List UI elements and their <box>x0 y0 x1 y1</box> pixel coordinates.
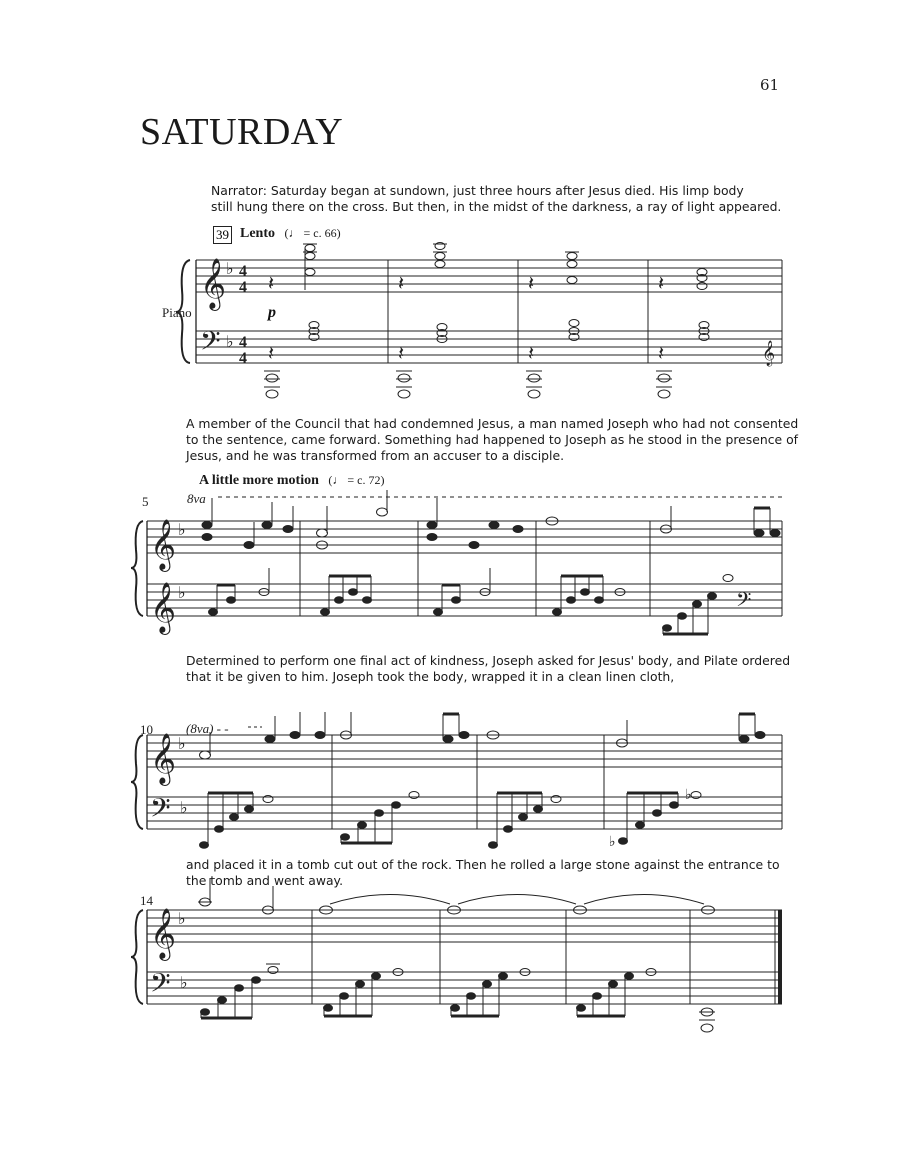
svg-text:♭: ♭ <box>178 734 186 753</box>
treble-clef-icon: 𝄞 <box>150 582 177 633</box>
svg-text:♭: ♭ <box>178 520 186 539</box>
grand-staff-brace <box>131 910 143 1004</box>
svg-text:4: 4 <box>239 263 247 280</box>
svg-text:♭: ♭ <box>609 834 616 850</box>
svg-text:4: 4 <box>239 279 247 296</box>
svg-text:𝄽: 𝄽 <box>658 271 665 295</box>
svg-text:𝄞: 𝄞 <box>762 341 776 366</box>
svg-text:♭: ♭ <box>180 973 188 992</box>
narration-line: Narrator: Saturday began at sundown, just three hours after Jesus died. His limp body <box>211 183 744 198</box>
svg-text:4: 4 <box>239 350 247 367</box>
svg-text:♭: ♭ <box>178 909 186 928</box>
quarter-note-icon: ♩ <box>332 473 345 487</box>
system-2 <box>131 490 782 635</box>
narration-line: and placed it in a tomb cut out of the rock. Then he rolled a large stone against the entrance to <box>186 857 780 872</box>
svg-text:♭: ♭ <box>226 259 234 278</box>
barlines <box>388 260 782 363</box>
bass-notes <box>201 973 634 1018</box>
tempo-text: Lento <box>240 226 275 241</box>
measure-number: 5 <box>142 494 149 509</box>
narration-line: the tomb and went away. <box>186 873 344 888</box>
bass-clef-icon: 𝄢 <box>200 325 221 363</box>
measure-number: 10 <box>140 722 153 737</box>
system-4 <box>131 878 782 1032</box>
narration-line: still hung there on the cross. But then, in the midst of the darkness, a ray of light appeared. <box>211 199 782 214</box>
quarter-note-icon: ♩ <box>288 226 301 240</box>
treble-clef-icon: 𝄞 <box>200 258 227 309</box>
grand-staff-brace <box>131 735 143 829</box>
grand-staff-brace <box>131 521 143 616</box>
svg-text:𝄽: 𝄽 <box>398 341 405 365</box>
narration-line: Determined to perform one final act of kindness, Joseph asked for Jesus' body, and Pilate ordered <box>186 653 791 668</box>
svg-text:♭: ♭ <box>178 583 186 602</box>
svg-text:𝄽: 𝄽 <box>658 341 665 365</box>
low-octave-notes <box>264 371 672 398</box>
svg-text:4: 4 <box>239 334 247 351</box>
measure-number: 14 <box>140 893 153 908</box>
tempo-text: A little more motion <box>199 473 319 488</box>
barlines <box>300 521 782 616</box>
staff-lines <box>196 260 782 363</box>
page-title: SATURDAY <box>140 111 344 153</box>
svg-text:𝄽: 𝄽 <box>528 341 535 365</box>
system-1 <box>176 243 782 399</box>
svg-text:♭: ♭ <box>685 787 692 803</box>
tie <box>330 895 450 905</box>
barlines <box>312 910 780 1004</box>
ottava-marking-continued: (8va) - - <box>186 721 229 736</box>
ottava-marking: 8va <box>187 491 206 506</box>
grand-staff-brace <box>176 260 190 363</box>
metronome-mark: (♩ = c. 72) <box>322 473 385 487</box>
tie <box>458 895 576 905</box>
staff-lines <box>147 521 782 616</box>
system-3 <box>131 712 782 850</box>
rehearsal-mark: 39 <box>213 226 232 244</box>
bass-clef-icon: 𝄢 <box>150 967 171 1005</box>
time-signature <box>239 263 247 367</box>
svg-text:♭: ♭ <box>226 332 234 351</box>
narration-line: Jesus, and he was transformed from an accuser to a disciple. <box>186 448 565 463</box>
svg-text:𝄽: 𝄽 <box>528 271 535 295</box>
bass-clef-icon: 𝄢 <box>736 588 752 616</box>
svg-text:𝄽: 𝄽 <box>268 271 275 295</box>
narration-line: A member of the Council that had condemned Jesus, a man named Joseph who had not consented <box>186 416 799 431</box>
page-number: 61 <box>760 76 780 94</box>
instrument-label: Piano <box>162 305 192 320</box>
staff-lines <box>147 735 782 829</box>
dynamic-marking: p <box>268 304 276 321</box>
treble-clef-icon: 𝄞 <box>150 733 177 784</box>
melody-notes <box>202 498 780 549</box>
svg-text:𝄽: 𝄽 <box>268 341 275 365</box>
narration-line: that it be given to him. Joseph took the body, wrapped it in a clean linen cloth, <box>186 669 675 684</box>
svg-text:♭: ♭ <box>180 798 188 817</box>
tie <box>584 895 704 905</box>
bass-clef-icon: 𝄢 <box>150 792 171 830</box>
metronome-value: = c. 66 <box>303 226 337 240</box>
bass-notes <box>209 576 717 634</box>
metronome-mark: (♩ = c. 66) <box>278 226 341 240</box>
treble-clef-icon: 𝄞 <box>150 908 177 959</box>
treble-clef-icon: 𝄞 <box>150 519 177 570</box>
metronome-value: = c. 72 <box>347 473 381 487</box>
barlines <box>332 735 782 829</box>
narration-line: to the sentence, came forward. Something had happened to Joseph as he stood in the presence of <box>186 432 799 447</box>
svg-text:𝄽: 𝄽 <box>398 271 405 295</box>
